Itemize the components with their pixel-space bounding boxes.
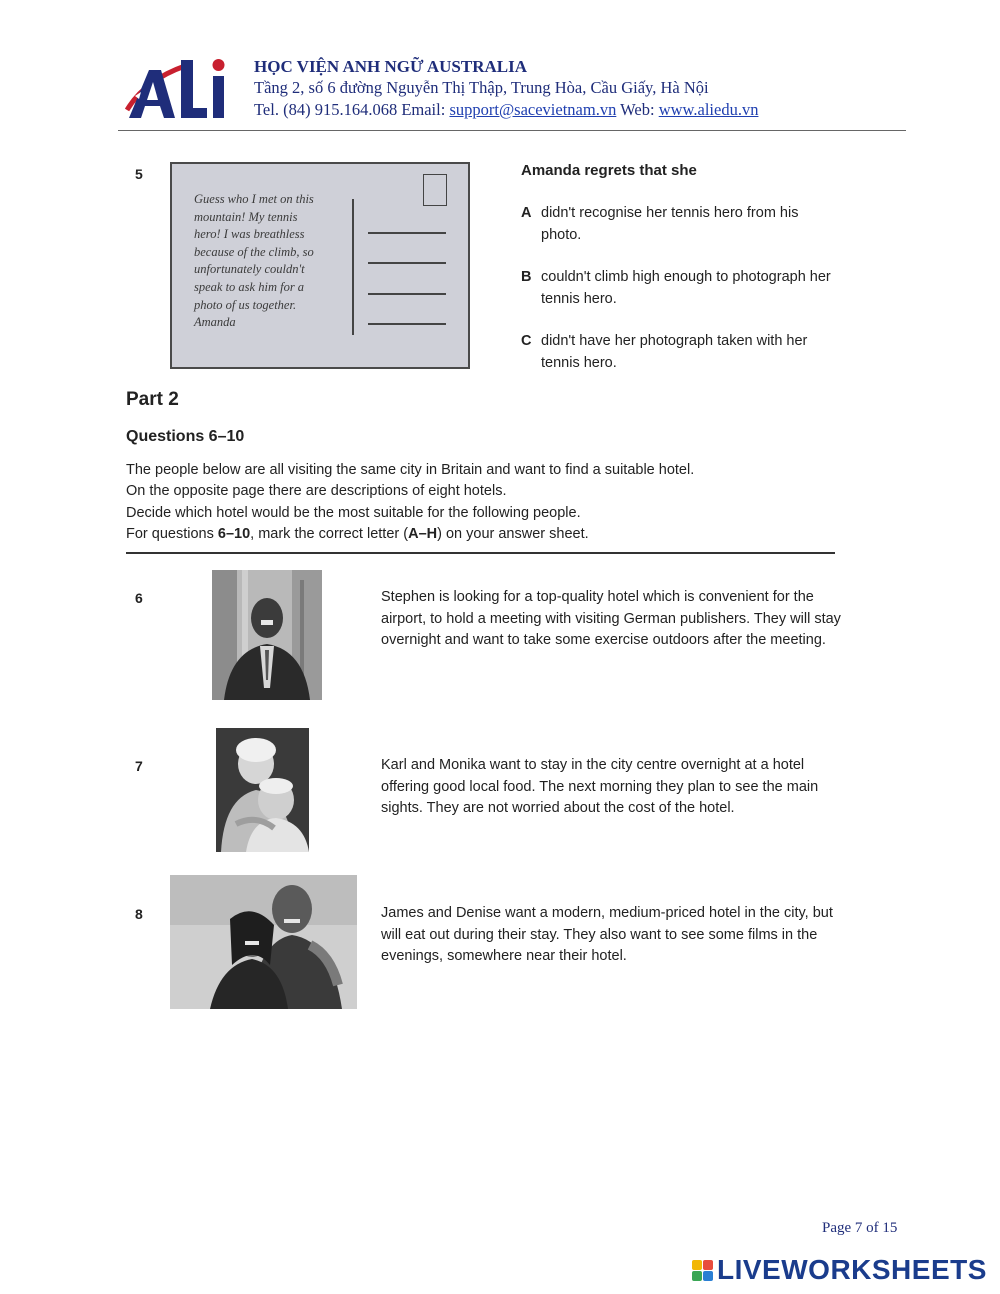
org-info bbox=[254, 57, 758, 121]
postcard-message: Guess who I met on this mountain! My tennis hero! I was breathless because of the climb, so unfortunately couldn't speak to ask him for a photo of us together. Amanda bbox=[194, 192, 314, 330]
brand-square-blue bbox=[703, 1271, 713, 1281]
liveworksheets-brand[interactable] bbox=[692, 1253, 987, 1287]
option-a[interactable] bbox=[521, 202, 841, 246]
org-name: HỌC VIỆN ANH NGỮ AUSTRALIA bbox=[254, 57, 527, 76]
option-b[interactable] bbox=[521, 266, 841, 310]
instruction-line: The people below are all visiting the same city in Britain and want to find a suitable hotel. bbox=[126, 462, 695, 478]
description-karl-monika: Karl and Monika want to stay in the city centre overnight at a hotel offering good local food. The next morning they plan to see the main sights. They are not worried about the cost of the hotel. bbox=[381, 757, 819, 816]
part-title: Part 2 bbox=[126, 389, 179, 410]
address-line bbox=[368, 323, 446, 325]
option-letter: A bbox=[521, 205, 532, 221]
address-line bbox=[368, 262, 446, 264]
org-address: Tầng 2, số 6 đường Nguyễn Thị Thập, Trung Hòa, Cầu Giấy, Hà Nội bbox=[254, 78, 709, 97]
org-contact bbox=[254, 99, 758, 121]
option-text: didn't have her photograph taken with her tennis hero. bbox=[541, 333, 808, 371]
address-line bbox=[368, 293, 446, 295]
postcard-divider bbox=[352, 199, 354, 335]
description-james-denise: James and Denise want a modern, medium-priced hotel in the city, but will eat out during their stay. They also want to see some films in the evenings, somewhere near their hotel. bbox=[381, 905, 833, 964]
question-7-number: 7 bbox=[135, 758, 143, 774]
liveworksheets-wordmark: LIVEWORKSHEETS bbox=[717, 1254, 987, 1285]
brand-square-red bbox=[703, 1260, 713, 1270]
questions-range: Questions 6–10 bbox=[126, 428, 245, 445]
logo-letter-i bbox=[213, 76, 224, 118]
option-text: didn't recognise her tennis hero from his photo. bbox=[541, 205, 799, 243]
photo-karl-and-monika bbox=[216, 728, 309, 852]
email-link[interactable]: support@sacevietnam.vn bbox=[449, 100, 617, 119]
stamp-box bbox=[423, 174, 447, 206]
instruction-line: On the opposite page there are descriptions of eight hotels. bbox=[126, 483, 507, 499]
header-divider bbox=[118, 130, 906, 131]
question-6-number: 6 bbox=[135, 590, 143, 606]
web-link[interactable]: www.aliedu.vn bbox=[658, 100, 759, 119]
section-divider bbox=[126, 552, 835, 554]
description-stephen: Stephen is looking for a top-quality hotel which is convenient for the airport, to hold a meeting with visiting German publishers. They will stay overnight and want to take some exercise outdoors after the meeting. bbox=[381, 589, 841, 648]
option-text: couldn't climb high enough to photograph her tennis hero. bbox=[541, 269, 831, 307]
instruction-line: Decide which hotel would be the most suitable for the following people. bbox=[126, 505, 581, 521]
option-letter: C bbox=[521, 333, 532, 349]
ali-logo bbox=[125, 52, 230, 122]
option-c[interactable] bbox=[521, 330, 841, 374]
address-line bbox=[368, 232, 446, 234]
option-letter: B bbox=[521, 269, 532, 285]
page-number: Page 7 of 15 bbox=[822, 1220, 898, 1236]
tel-label: Tel. (84) 915.164.068 Email: bbox=[254, 100, 446, 119]
liveworksheets-icon bbox=[692, 1260, 713, 1281]
question-8-number: 8 bbox=[135, 906, 143, 922]
postcard bbox=[170, 162, 470, 369]
brand-square-green bbox=[692, 1271, 702, 1281]
photo-stephen bbox=[212, 570, 322, 700]
web-label: Web: bbox=[620, 100, 655, 119]
photo-james-and-denise bbox=[170, 875, 357, 1009]
question-5-number: 5 bbox=[135, 166, 143, 182]
question-5-stem: Amanda regrets that she bbox=[521, 162, 697, 179]
brand-square-yellow bbox=[692, 1260, 702, 1270]
answer-instruction: For questions 6–10, mark the correct letter (A–H) on your answer sheet. bbox=[126, 526, 589, 542]
